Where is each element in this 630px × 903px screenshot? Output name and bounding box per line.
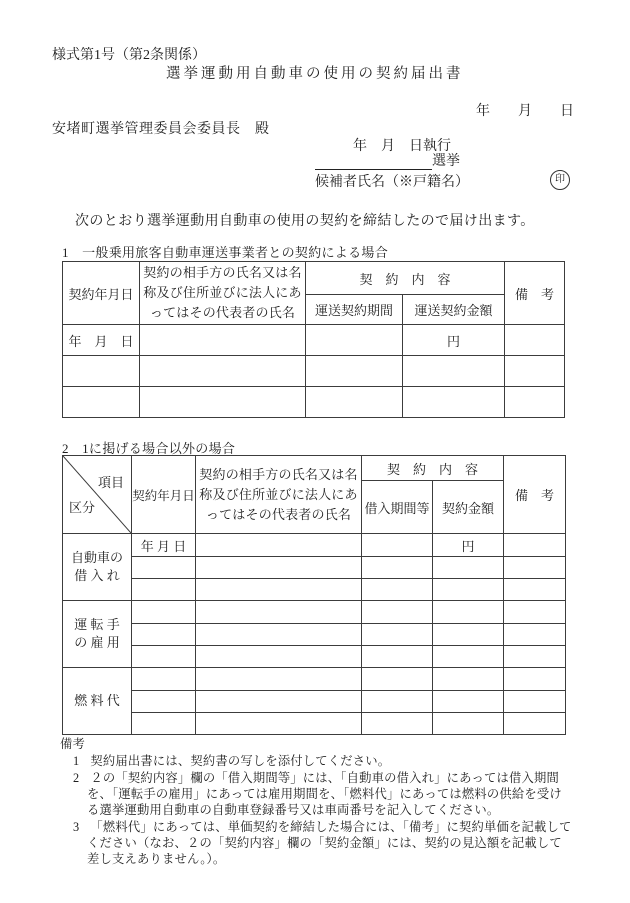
candidate-name-label: 候補者氏名（※戸籍名） — [315, 175, 469, 190]
section-label-fuel-cost: 燃 料 代 — [63, 668, 132, 735]
table2-section-car-row-1 — [63, 534, 566, 557]
execution-date-line: 年 月 日執行 — [353, 139, 451, 154]
election-name-line — [315, 150, 460, 170]
note-text: ２の「契約内容」欄の「借入期間等」には、「自動車の借入れ」にあっては借入期間を、「運転手の雇用」にあっては雇用期間を、「燃料代」にあっては燃料の供給を受ける選挙運動用自動車の自動車登録番号又は車両番号を記入してください。 — [87, 771, 562, 817]
table2-section-car-row-3 — [63, 579, 566, 601]
table1-col-party: 契約の相手方の氏名又は名称及び住所並びに法人にあってはその代表者の氏名 — [140, 262, 306, 325]
table1-col-transport-amount: 運送契約金額 — [403, 295, 505, 325]
note-number: 1 — [73, 754, 80, 768]
table1-cell-date-placeholder: 年 月 日 — [63, 325, 140, 356]
table2-section-fuel-row-2 — [63, 691, 566, 713]
seal-icon: 印 — [550, 170, 570, 190]
table2-col-party: 契約の相手方の氏名又は名称及び住所並びに法人にあってはその代表者の氏名 — [196, 456, 362, 534]
notes-label: 備考 — [60, 737, 85, 751]
form-number: 様式第1号（第2条関係） — [52, 48, 206, 63]
note-number: 3 — [73, 820, 80, 834]
note-item-2 — [60, 770, 574, 818]
table1-heading: 1 一般乗用旅客自動車運送事業者との契約による場合 — [62, 245, 389, 260]
table2-section-car-row-2 — [63, 557, 566, 579]
table1-row-2 — [63, 356, 565, 387]
table1-col-contract-date: 契約年月日 — [63, 262, 140, 325]
note-number: 2 — [73, 771, 80, 785]
table2-heading: 2 1に掲げる場合以外の場合 — [62, 441, 236, 456]
table2-other-contract — [62, 455, 566, 735]
addressee-line: 安堵町選挙管理委員会委員長 殿 — [52, 122, 270, 137]
election-suffix: 選挙 — [432, 154, 460, 169]
diagonal-line — [63, 456, 132, 534]
table2-col-remarks: 備 考 — [504, 456, 566, 534]
intro-sentence: 次のとおり選挙運動用自動車の使用の契約を締結したので届け出ます。 — [75, 214, 535, 229]
table2-col-contract-content: 契 約 内 容 — [362, 456, 504, 481]
corner-label-item: 項目 — [97, 475, 124, 490]
table1-transport-contract — [62, 261, 565, 418]
table1-row-1 — [63, 325, 565, 356]
note-text: 「燃料代」にあっては、単価契約を締結した場合には、「備考」に契約単価を記載してください（なお、２の「契約内容」欄の「契約金額」には、契約の見込額を記載して差し支えありません。）。 — [87, 820, 572, 866]
table2-col-loan-period: 借入期間等 — [362, 481, 433, 534]
table2-section-driver-row-1 — [63, 601, 566, 624]
note-text: 契約届出書には、契約書の写しを添付してください。 — [90, 754, 391, 768]
section-label-driver-employment: 運 転 手 の 雇 用 — [63, 601, 132, 668]
table1-col-remarks: 備 考 — [505, 262, 565, 325]
notes-block — [60, 736, 574, 867]
submission-date-blank: 年 月 日 — [476, 104, 574, 119]
table1-row-3 — [63, 387, 565, 418]
election-name-blank — [315, 155, 432, 170]
table1-cell-remarks — [505, 325, 565, 356]
table2-cell-amount-yen: 円 — [433, 534, 504, 557]
table2-corner-cell — [63, 456, 132, 534]
table1-cell-party — [140, 325, 306, 356]
page-title: 選挙運動用自動車の使用の契約届出書 — [166, 66, 464, 82]
table2-col-contract-date: 契約年月日 — [132, 456, 196, 534]
section-label-car-rental: 自動車の 借 入 れ — [63, 534, 132, 601]
note-item-3 — [60, 819, 574, 867]
table1-col-contract-content: 契 約 内 容 — [306, 262, 505, 295]
table1-cell-amount-yen: 円 — [403, 325, 505, 356]
corner-label-category: 区分 — [69, 500, 96, 515]
table2-section-driver-row-3 — [63, 646, 566, 668]
table1-cell-period — [306, 325, 403, 356]
table2-col-contract-amount: 契約金額 — [433, 481, 504, 534]
table2-section-driver-row-2 — [63, 624, 566, 646]
table2-section-fuel-row-3 — [63, 713, 566, 735]
table2-section-fuel-row-1 — [63, 668, 566, 691]
table2-cell-date-placeholder: 年 月 日 — [132, 534, 196, 557]
table1-col-transport-period: 運送契約期間 — [306, 295, 403, 325]
note-item-1 — [60, 753, 574, 769]
